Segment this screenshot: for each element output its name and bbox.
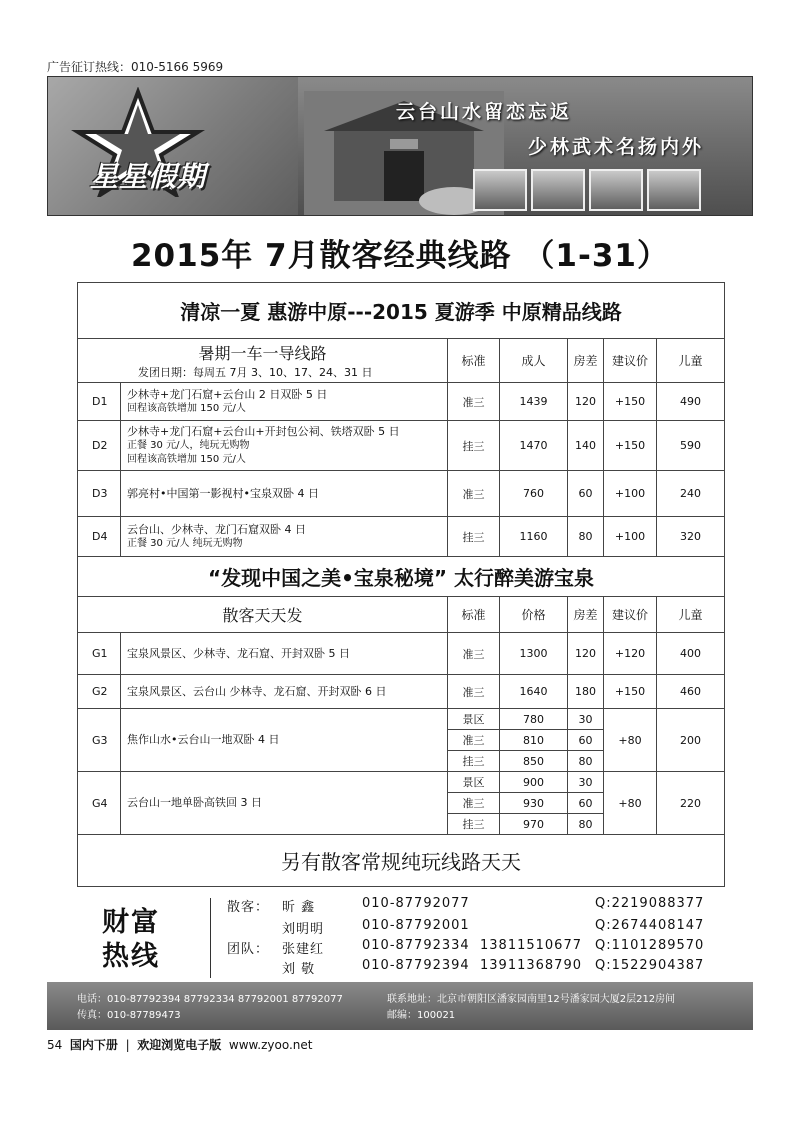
page-section: 国内下册 (69, 1038, 118, 1052)
thumbnail (531, 169, 585, 211)
tier-room: 60 (568, 730, 604, 751)
adult-price: 1470 (500, 421, 568, 471)
divider (210, 898, 211, 978)
contact-phone: 010-87792334 (362, 938, 470, 953)
contact-mobile: 13811510677 (480, 938, 582, 953)
child-price: 220 (657, 772, 725, 835)
price: 1300 (500, 633, 568, 675)
adult-price: 1160 (500, 517, 568, 557)
brand-name: 星星假期 (90, 160, 207, 193)
suggest-price: +100 (604, 517, 657, 557)
tier-price: 930 (500, 793, 568, 814)
suggest-price: +80 (604, 709, 657, 772)
contact-phone: 010-87792394 (362, 958, 470, 973)
header-room: 房差 (568, 339, 604, 383)
tier-standard: 准三 (448, 730, 500, 751)
route-code: G1 (78, 633, 121, 675)
page-promo: 欢迎浏览电子版 (137, 1038, 222, 1052)
route-code: D1 (78, 383, 121, 421)
contact-qq: Q:1522904387 (595, 958, 705, 973)
tier-standard: 挂三 (448, 751, 500, 772)
route-name: 云台山、少林寺、龙门石窟双卧 4 日 (127, 522, 306, 536)
standard: 准三 (448, 675, 500, 709)
tier-standard: 景区 (448, 709, 500, 730)
route-note: 正餐 30 元/人 纯玩无购物 (127, 537, 243, 549)
footer-bar (47, 982, 753, 1030)
route-name: 云台山一地单卧高铁回 3 日 (121, 772, 448, 835)
child-price: 200 (657, 709, 725, 772)
table-row (78, 383, 725, 421)
hotline-section (77, 888, 724, 978)
contact-phone: 010-87792077 (362, 896, 470, 911)
table-row (78, 633, 725, 675)
thumbnail (647, 169, 701, 211)
route-name: 郭亮村•中国第一影视村•宝泉双卧 4 日 (121, 471, 448, 517)
page-url[interactable]: www.zyoo.net (228, 1038, 313, 1052)
table-row (78, 471, 725, 517)
route-desc (121, 383, 448, 421)
table-row (78, 517, 725, 557)
hotline-title-line2: 热线 (102, 941, 160, 972)
child-price: 460 (657, 675, 725, 709)
banner (47, 76, 753, 216)
route-code: D4 (78, 517, 121, 557)
adult-price: 760 (500, 471, 568, 517)
section1-subheader (78, 339, 448, 383)
table-row (78, 772, 725, 793)
group-label: 团队： (227, 942, 270, 957)
header-suggest: 建议价 (604, 597, 657, 633)
page-separator: | (125, 1038, 130, 1052)
child-price: 320 (657, 517, 725, 557)
room-diff: 60 (568, 471, 604, 517)
route-table (77, 282, 724, 887)
table-row (78, 675, 725, 709)
header-child: 儿童 (657, 339, 725, 383)
header-child: 儿童 (657, 597, 725, 633)
route-name: 焦作山水•云台山一地双卧 4 日 (121, 709, 448, 772)
standard: 准三 (448, 383, 500, 421)
room-diff: 140 (568, 421, 604, 471)
route-note: 回程该高铁增加 150 元/人 (127, 402, 246, 414)
room-diff: 180 (568, 675, 604, 709)
route-code: G4 (78, 772, 121, 835)
suggest-price: +120 (604, 633, 657, 675)
retail-label: 散客： (227, 900, 270, 915)
contact-name: 刘 敬 (282, 962, 316, 977)
child-price: 490 (657, 383, 725, 421)
section2-subtitle: 散客天天发 (78, 597, 448, 633)
adult-price: 1439 (500, 383, 568, 421)
room-diff: 80 (568, 517, 604, 557)
page-number: 54 (47, 1038, 63, 1052)
suggest-price: +150 (604, 675, 657, 709)
section1-title: 清凉一夏 惠游中原---2015 夏游季 中原精品线路 (78, 283, 725, 339)
section2-title: “发现中国之美•宝泉秘境” 太行醉美游宝泉 (78, 557, 725, 597)
thumbnail (473, 169, 527, 211)
slogan-line-2: 少林武术名扬内外 (528, 136, 705, 158)
child-price: 590 (657, 421, 725, 471)
departure-dates: 发团日期：每周五 7月 3、10、17、24、31 日 (138, 366, 373, 379)
tier-room: 80 (568, 814, 604, 835)
tier-room: 30 (568, 772, 604, 793)
route-name: 少林寺+龙门石窟+云台山 2 日双卧 5 日 (127, 387, 328, 401)
route-code: G3 (78, 709, 121, 772)
ad-hotline: 广告征订热线：010-5166 5969 (47, 60, 224, 74)
tier-room: 80 (568, 751, 604, 772)
route-note: 回程该高铁增加 150 元/人 (127, 453, 246, 465)
table-row (78, 709, 725, 730)
tier-price: 900 (500, 772, 568, 793)
standard: 挂三 (448, 517, 500, 557)
tier-price: 850 (500, 751, 568, 772)
contact-name: 张建红 (282, 942, 325, 957)
contact-phone: 010-87792001 (362, 918, 470, 933)
photo-thumbnails (473, 169, 701, 211)
route-name: 宝泉风景区、少林寺、龙石窟、开封双卧 5 日 (121, 633, 448, 675)
thumbnail (589, 169, 643, 211)
page-title: 2015年 7月散客经典线路 （1-31） (130, 238, 669, 274)
route-name: 少林寺+龙门石窟+云台山+开封包公祠、铁塔双卧 5 日 (127, 424, 400, 438)
hotline-title (102, 906, 160, 974)
contact-name: 昕 鑫 (282, 900, 316, 915)
standard: 挂三 (448, 421, 500, 471)
tier-room: 60 (568, 793, 604, 814)
slogan-line-1: 云台山水留恋忘返 (396, 101, 573, 123)
tier-room: 30 (568, 709, 604, 730)
section1-subtitle: 暑期一车一导线路 (198, 344, 327, 363)
header-price: 价格 (500, 597, 568, 633)
footer-fax: 传真：010-87789473 (77, 1010, 181, 1021)
contact-qq: Q:1101289570 (595, 938, 705, 953)
tier-price: 810 (500, 730, 568, 751)
hotline-title-line1: 财富 (102, 907, 160, 938)
table-row (78, 421, 725, 471)
price: 1640 (500, 675, 568, 709)
contact-qq: Q:2219088377 (595, 896, 705, 911)
standard: 准三 (448, 471, 500, 517)
footer-phone: 电话：010-87792394 87792334 87792001 87792077 (77, 994, 343, 1005)
route-code: G2 (78, 675, 121, 709)
standard: 准三 (448, 633, 500, 675)
suggest-price: +80 (604, 772, 657, 835)
suggest-price: +100 (604, 471, 657, 517)
tier-price: 970 (500, 814, 568, 835)
route-note: 正餐 30 元/人，纯玩无购物 (127, 439, 250, 451)
header-standard: 标准 (448, 597, 500, 633)
contact-qq: Q:2674408147 (595, 918, 705, 933)
route-code: D3 (78, 471, 121, 517)
child-price: 240 (657, 471, 725, 517)
banner-photo (298, 77, 753, 216)
suggest-price: +150 (604, 383, 657, 421)
header-adult: 成人 (500, 339, 568, 383)
contact-mobile: 13911368790 (480, 958, 582, 973)
room-diff: 120 (568, 383, 604, 421)
route-desc (121, 517, 448, 557)
tier-standard: 挂三 (448, 814, 500, 835)
route-name: 宝泉风景区、云台山 少林寺、龙石窟、开封双卧 6 日 (121, 675, 448, 709)
footer-address: 联系地址：北京市朝阳区潘家园南里12号潘家园大厦2层212房间 (387, 994, 676, 1005)
suggest-price: +150 (604, 421, 657, 471)
tier-price: 780 (500, 709, 568, 730)
child-price: 400 (657, 633, 725, 675)
route-code: D2 (78, 421, 121, 471)
header-room: 房差 (568, 597, 604, 633)
contact-name: 刘明明 (282, 922, 325, 937)
route-desc (121, 421, 448, 471)
footnote: 另有散客常规纯玩线路天天 (78, 835, 725, 887)
room-diff: 120 (568, 633, 604, 675)
tier-standard: 景区 (448, 772, 500, 793)
footer-postcode: 邮编：100021 (387, 1010, 456, 1021)
tier-standard: 准三 (448, 793, 500, 814)
header-standard: 标准 (448, 339, 500, 383)
page-footer (47, 1036, 312, 1053)
header-suggest: 建议价 (604, 339, 657, 383)
